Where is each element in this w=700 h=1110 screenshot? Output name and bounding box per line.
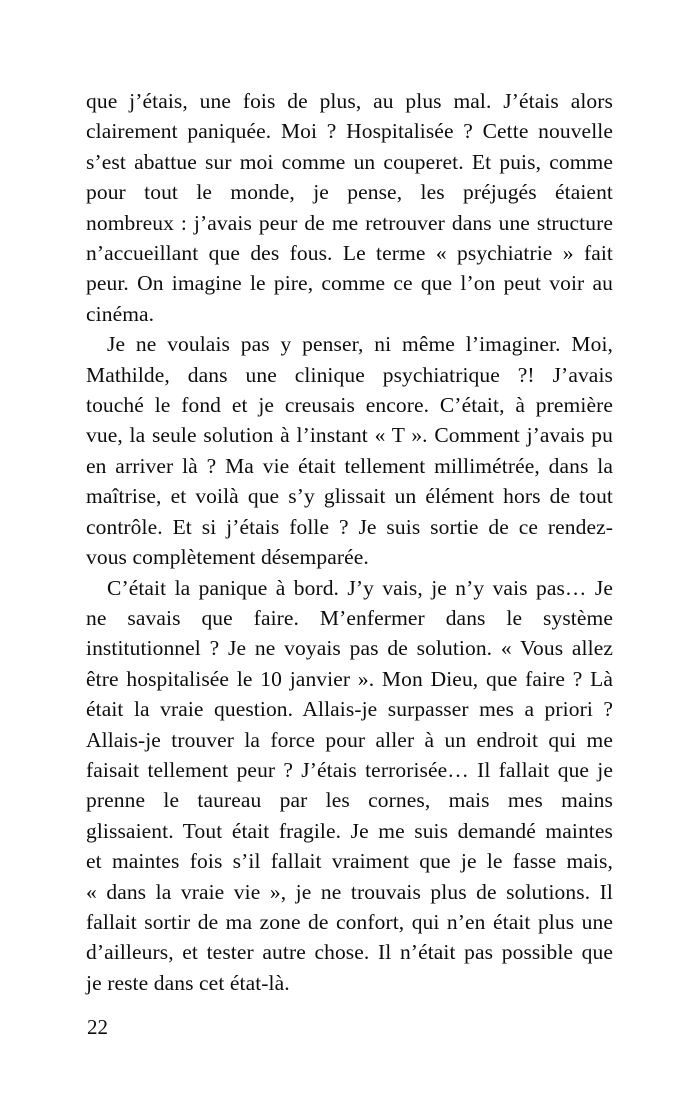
text-line: vue, la seule solution à l’instant « T ». Comment j’avais pu — [86, 423, 613, 448]
text-line: ne savais que faire. M’enfermer dans le système — [86, 605, 613, 630]
text-line: je reste dans cet état-là. — [86, 970, 290, 995]
text-line: Mathilde, dans une clinique psychiatrique ?! J’avais — [86, 362, 613, 387]
text-line: en arriver là ? Ma vie était tellement millimétrée, dans la — [86, 453, 613, 478]
text-line: prenne le taureau par les cornes, mais mes mains — [86, 788, 613, 813]
text-line: être hospitalisée le 10 janvier ». Mon Dieu, que faire ? Là — [86, 666, 613, 691]
text-line: Je ne voulais pas y penser, ni même l’imaginer. Moi, — [107, 332, 613, 357]
text-line: C’était la panique à bord. J’y vais, je n’y vais pas… Je — [107, 575, 613, 600]
text-line: vous complètement désemparée. — [86, 545, 369, 570]
text-line: fallait sortir de ma zone de confort, qui n’en était plus une — [86, 909, 613, 934]
text-line: « dans la vraie vie », je ne trouvais plus de solutions. Il — [86, 879, 613, 904]
text-line: et maintes fois s’il fallait vraiment que je le fasse mais, — [86, 849, 613, 874]
text-line: touché le fond et je creusais encore. C’était, à première — [86, 393, 613, 418]
text-line: faisait tellement peur ? J’étais terrorisée… Il fallait que je — [86, 757, 613, 782]
text-line: était la vraie question. Allais-je surpasser mes a priori ? — [86, 697, 613, 722]
text-line: que j’étais, une fois de plus, au plus mal. J’étais alors — [86, 89, 613, 113]
text-line: clairement paniquée. Moi ? Hospitalisée ? Cette nouvelle — [86, 119, 613, 144]
text-line: cinéma. — [86, 301, 155, 326]
text-line: nombreux : j’avais peur de me retrouver dans une structure — [86, 210, 613, 235]
text-line: maîtrise, et voilà que s’y glissait un élément hors de tout — [86, 484, 613, 509]
text-line: contrôle. Et si j’étais folle ? Je suis sortie de ce rendez- — [86, 514, 613, 539]
text-line: n’accueillant que des fous. Le terme « psychiatrie » fait — [86, 241, 613, 266]
text-line: glissaient. Tout était fragile. Je me suis demandé maintes — [86, 818, 613, 843]
text-line: s’est abattue sur moi comme un couperet. Et puis, comme — [86, 149, 613, 174]
paragraph — [86, 573, 613, 999]
page-number: 22 — [87, 1015, 108, 1039]
paragraph — [86, 329, 613, 572]
text-line: Allais-je trouver la force pour aller à un endroit qui me — [86, 727, 613, 752]
text-line: pour tout le monde, je pense, les préjugés étaient — [86, 180, 613, 205]
text-line: peur. On imagine le pire, comme ce que l’on peut voir au — [86, 271, 613, 296]
page-text — [86, 86, 613, 998]
paragraph — [86, 86, 613, 329]
text-line: institutionnel ? Je ne voyais pas de solution. « Vous allez — [86, 636, 613, 661]
text-line: d’ailleurs, et tester autre chose. Il n’était pas possible que — [86, 940, 613, 965]
